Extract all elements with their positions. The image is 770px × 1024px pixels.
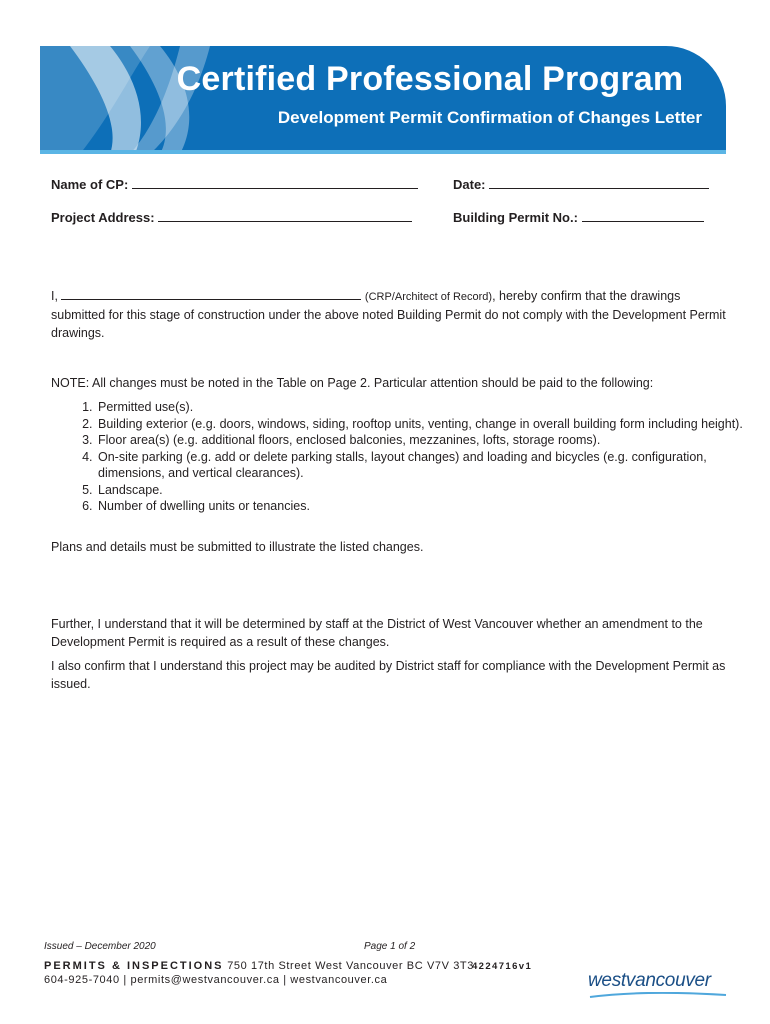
footer-address-line bbox=[44, 960, 474, 972]
permit-blank[interactable] bbox=[582, 209, 704, 222]
page-subtitle: Development Permit Confirmation of Changes Letter bbox=[277, 108, 702, 127]
confirm-prefix: I, bbox=[51, 289, 58, 303]
list-item: 5. Landscape. bbox=[96, 482, 756, 499]
header-rule bbox=[40, 150, 726, 154]
confirmation-paragraph bbox=[51, 287, 731, 342]
west-vancouver-logo bbox=[588, 966, 738, 1006]
note-paragraph: NOTE: All changes must be noted in the Table on Page 2. Particular attention should be paid to the following: bbox=[51, 376, 654, 390]
list-item: 1. Permitted use(s). bbox=[96, 399, 756, 416]
list-item: 2. Building exterior (e.g. doors, windows, siding, rooftop units, venting, change in overall building form including height). bbox=[96, 416, 756, 433]
plans-paragraph: Plans and details must be submitted to illustrate the listed changes. bbox=[51, 540, 424, 554]
name-blank[interactable] bbox=[132, 176, 418, 189]
list-item: 6. Number of dwelling units or tenancies. bbox=[96, 498, 756, 515]
department-name: PERMITS & INSPECTIONS bbox=[44, 960, 224, 972]
address-label: Project Address: bbox=[51, 210, 155, 225]
footer-address: 750 17th Street West Vancouver BC V7V 3T3 bbox=[227, 960, 474, 972]
list-item: 3. Floor area(s) (e.g. additional floors, enclosed balconies, mezzanines, lofts, storage rooms). bbox=[96, 432, 756, 449]
signatory-blank[interactable] bbox=[61, 287, 361, 300]
logo-word-vancouver: vancouver bbox=[625, 970, 711, 991]
logo-word-west: west bbox=[588, 970, 626, 991]
date-field bbox=[453, 176, 709, 192]
confirm-text: , hereby confirm that the drawings submitted for this stage of construction under the above noted Building Permit do not comply with the Development Permit drawings. bbox=[51, 289, 726, 340]
address-blank[interactable] bbox=[158, 209, 412, 222]
further-paragraph: Further, I understand that it will be determined by staff at the District of West Vancouver whether an amendment to the Development Permit is required as a result of these changes. bbox=[51, 617, 703, 649]
permit-label: Building Permit No.: bbox=[453, 210, 578, 225]
logo-text bbox=[588, 970, 711, 992]
page-title: Certified Professional Program bbox=[176, 60, 684, 98]
issued-date: Issued – December 2020 bbox=[44, 941, 156, 952]
logo-swoosh-icon bbox=[588, 992, 728, 1000]
document-code: 4224716v1 bbox=[472, 961, 533, 972]
changes-list bbox=[51, 399, 756, 515]
address-field bbox=[51, 209, 412, 225]
permit-field bbox=[453, 209, 704, 225]
confirm-role: (CRP/Architect of Record) bbox=[364, 291, 493, 303]
page-number: Page 1 of 2 bbox=[364, 941, 416, 952]
audit-paragraph: I also confirm that I understand this project may be audited by District staff for compliance with the Development Permit as issued. bbox=[51, 659, 726, 691]
footer-contact: 604-925-7040 | permits@westvancouver.ca | westvancouver.ca bbox=[44, 974, 388, 986]
header-banner bbox=[40, 46, 726, 154]
name-label: Name of CP: bbox=[51, 177, 129, 192]
name-field bbox=[51, 176, 418, 192]
date-label: Date: bbox=[453, 177, 486, 192]
date-blank[interactable] bbox=[489, 176, 709, 189]
list-item: 4. On-site parking (e.g. add or delete parking stalls, layout changes) and loading and bicycles (e.g. configuration, dimensions, and vertical clearances). bbox=[96, 449, 756, 482]
